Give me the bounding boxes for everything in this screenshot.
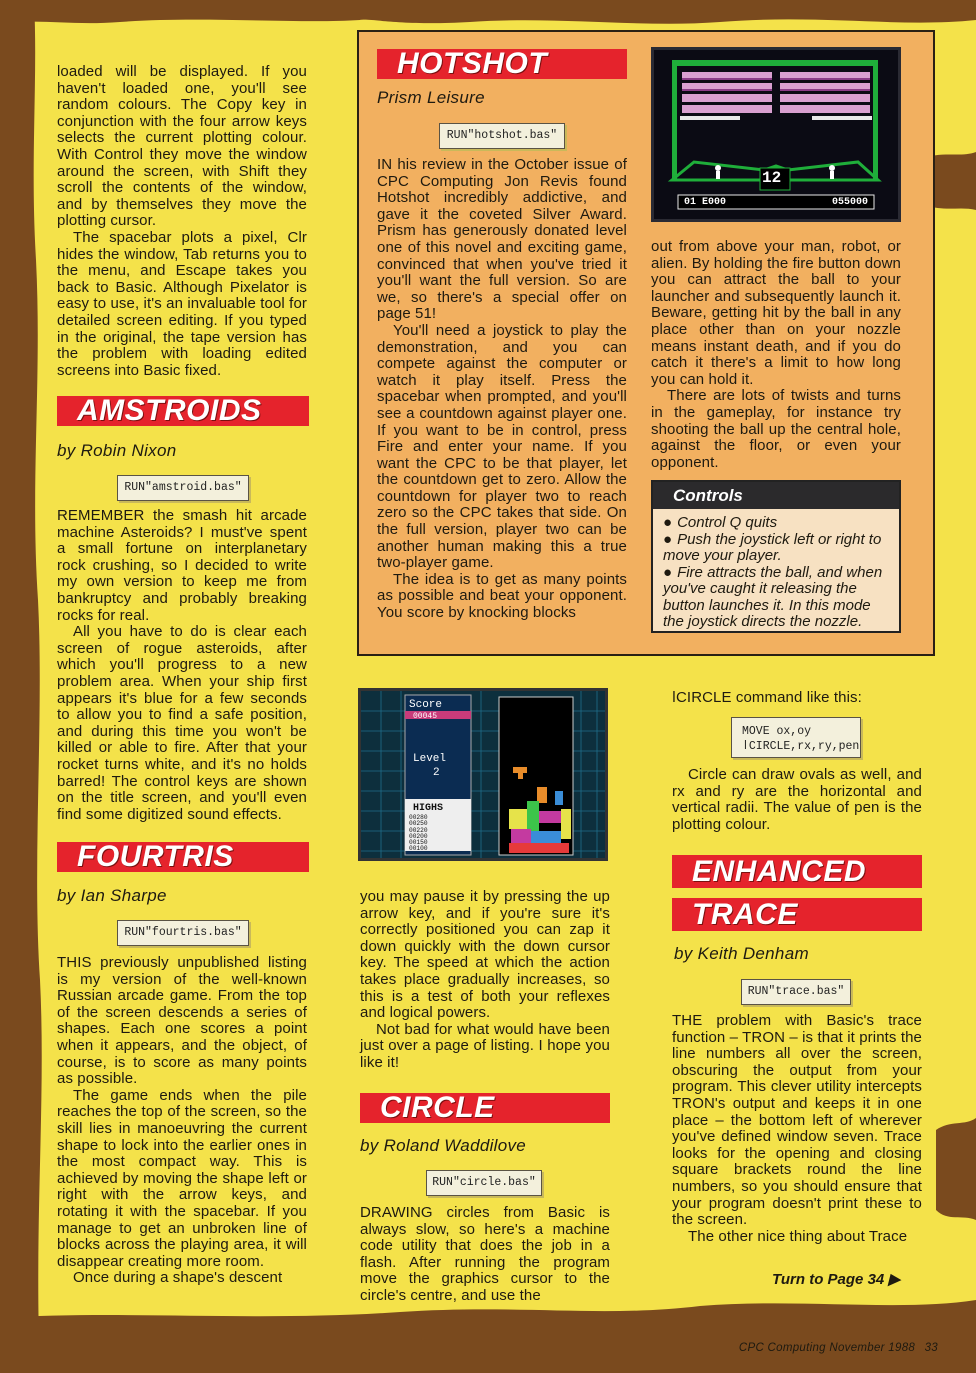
amstroids-run-command: RUN"amstroid.bas": [117, 475, 249, 501]
fourtris-title: FOURTRIS: [57, 842, 309, 872]
hotshot-title: HOTSHOT: [377, 49, 627, 79]
circle-byline: by Roland Waddilove: [360, 1136, 527, 1155]
hotshot-run-command: RUN"hotshot.bas": [439, 123, 565, 149]
trace-byline: by Keith Denham: [674, 944, 809, 963]
score-value: 00045: [413, 712, 438, 721]
controls-box: [651, 480, 901, 633]
hotshot-score-right: 055000: [832, 197, 869, 208]
paragraph: out from above your man, robot, or alien. By holding the fire button down you can attract the ball to your launcher and subsequently launch it. Beware, getting hit by the ball in any place other than on your nozzle means instant death, and if you do catch it there's a limit to how long you can hold it.: [651, 238, 901, 388]
high-score: 00150: [409, 839, 428, 847]
paragraph: REMEMBER the smash hit arcade machine Asteroids? I must've spent a small fortune on interplanetary rock crushing, so I decided to write my own version to keep me from bankruptcy and probably breaking rocks for real.: [57, 507, 307, 624]
pixelator-continued-text: [57, 64, 307, 379]
trace-run-command: RUN"trace.bas": [741, 979, 851, 1005]
circle-text: [360, 1205, 610, 1305]
paragraph: IN his review in the October issue of CPC Computing Jon Revis found Hotshot incredibly addictive, and gave it the coveted Silver Award. Prism has generously donated level one of this novel and exciting game, convinced that when you've tried it you'll want the full version. So are we, so there's a special offer on page 51!: [377, 156, 627, 323]
paragraph: All you have to do is clear each screen of rogue asteroids, after which you'll progress to a new problem area. When your ship first appears it's blue for a few seconds to allow you to find a safe position, and during this time you won't be killed or able to fire. After that your rocket turns white, and it's no holds barred! The control keys are shown on the title screen, and you'll even find some digitized sound effects.: [57, 623, 307, 823]
page-footer: [739, 1342, 938, 1354]
hotshot-score-left: 01 E000: [684, 197, 727, 208]
level-label: Level: [413, 753, 447, 765]
controls-item: ● Fire attracts the ball, and when you've caught it releasing the button launches it. In this mode the joystick directs the nozzle.: [663, 565, 891, 631]
paragraph: You'll need a joystick to play the demonstration, and you can compete against the computer or watch it play itself. Press the spacebar when prompted, and you'll see a countdown against player one. If you want to be in control, press Fire and enter your name. If you want the CPC to be that player, let the countdown get to zero. Allow the countdown for player two to reach zero so the CPC takes that side. On the full version, player two can be another human making this a true two-player game.: [377, 321, 627, 572]
controls-heading: Controls: [653, 482, 899, 509]
hotshot-publisher: Prism Leisure: [377, 88, 485, 107]
fourtris-byline: by Ian Sharpe: [57, 886, 167, 905]
level-value: 2: [433, 767, 440, 779]
turn-to-page-link[interactable]: Turn to Page 34 ▶: [772, 1271, 900, 1288]
magazine-issue: CPC Computing November 1988: [738, 1342, 916, 1354]
controls-item: ● Control Q quits: [663, 515, 891, 532]
high-score: 00250: [409, 820, 428, 828]
amstroids-title: AMSTROIDS: [57, 396, 309, 426]
paragraph: The spacebar plots a pixel, Clr hides the window, Tab returns you to the menu, and Escape takes you back to Basic. Although Pixelator is easy to use, it's an invaluable tool for detailed screen editing. If you typed in the original, the tape version has the problem with loading edited screens into Basic fixed.: [57, 228, 307, 379]
hotshot-text-col2: [651, 239, 901, 471]
paragraph: THIS previously unpublished listing is my version of the well-known Russian arcade game. From the top of the screen descends a series of shapes. Each one scores a point when it appears, and the object, of course, is to score as many points as possible.: [57, 954, 307, 1088]
trace-title-line1: ENHANCED: [672, 855, 922, 888]
fourtris-screenshot: [358, 688, 608, 861]
paragraph: The other nice thing about Trace: [688, 1227, 908, 1245]
high-score: 00280: [409, 814, 428, 821]
circle-title: CIRCLE: [360, 1093, 610, 1123]
circle-continued-text: [672, 767, 922, 833]
controls-item: ● Push the joystick left or right to move your player.: [663, 532, 891, 565]
page-number: 33: [924, 1342, 938, 1354]
hotshot-text-col1: [377, 157, 627, 622]
paragraph: Not bad for what would have been just over a page of listing. I hope you like it!: [360, 1020, 610, 1071]
controls-list: [653, 509, 899, 631]
paragraph: The idea is to get as many points as possible and beat your opponent. You score by knocking blocks: [377, 570, 627, 622]
paragraph: The game ends when the pile reaches the top of the screen, so the skill lies in manoeuvring the current shape to lock into the earlier ones in the most compact way. This is achieved by moving the shape left or right with the arrow keys, and rotating it with the spacebar. If you manage to get an unbroken line of blocks across the playing area, it will disappear creating more room.: [57, 1086, 307, 1270]
paragraph: loaded will be displayed. If you haven't loaded one, you'll see random colours. The Copy key in conjunction with the four arrow keys selects the current plotting colour. With Control they move the window around the screen, with Shift they scroll the contents of the window, and by themselves they move the plotting cursor.: [57, 63, 307, 230]
fourtris-game-graphic: [361, 691, 605, 858]
paragraph: you may pause it by pressing the up arrow key, and if you're sure it's correctly positioned you can zap it down quickly with the down cursor key. The speed at which the action takes place gradually increases, so this is a test of both your reflexes and logical powers.: [360, 888, 610, 1022]
high-score: 00220: [409, 826, 428, 834]
circle-code-listing: MOVE ox,oy ǀCIRCLE,rx,ry,pen: [731, 717, 861, 758]
paragraph: There are lots of twists and turns in the gameplay, for instance try shooting the ball up the central hole, against the floor, or even your opponent.: [651, 387, 901, 471]
amstroids-byline: by Robin Nixon: [57, 441, 177, 460]
fourtris-continued-text: [360, 889, 610, 1072]
hotshot-screenshot: [651, 47, 901, 222]
circle-command-line: ǀCIRCLE command like this:: [672, 689, 862, 706]
amstroids-text: [57, 508, 307, 823]
high-score: 00100: [409, 845, 428, 853]
circle-run-command: RUN"circle.bas": [426, 1170, 542, 1196]
hotshot-center-score: 12: [762, 169, 782, 187]
hotshot-game-graphic: [654, 50, 898, 219]
score-label: Score: [409, 699, 443, 711]
highs-label: HIGHS: [413, 803, 444, 814]
paragraph: THE problem with Basic's trace function – TRON – is that it prints the line numbers all over the screen, obscuring the output from your program. This clever utility intercepts TRON's output and keeps it in one place – the bottom left of wherever you've defined window seven. Trace looks for the opening and closing square brackets round the line numbers, so you should ensure that your program doesn't print these to the screen.: [672, 1012, 922, 1229]
trace-text: [672, 1013, 922, 1245]
highs-list: [409, 815, 469, 853]
paragraph: Once during a shape's descent: [73, 1269, 283, 1287]
trace-title-line2: TRACE: [672, 898, 922, 931]
paragraph: Circle can draw ovals as well, and rx and ry are the horizontal and vertical radii. The value of pen is the plotting colour.: [672, 766, 922, 833]
high-score: 00200: [409, 832, 428, 840]
fourtris-text: [57, 955, 307, 1287]
fourtris-run-command: RUN"fourtris.bas": [117, 920, 249, 946]
paragraph: DRAWING circles from Basic is always slow, so here's a machine code utility that does the job in a flash. After running the program move the graphics cursor to the circle's centre, and use the: [360, 1204, 610, 1304]
